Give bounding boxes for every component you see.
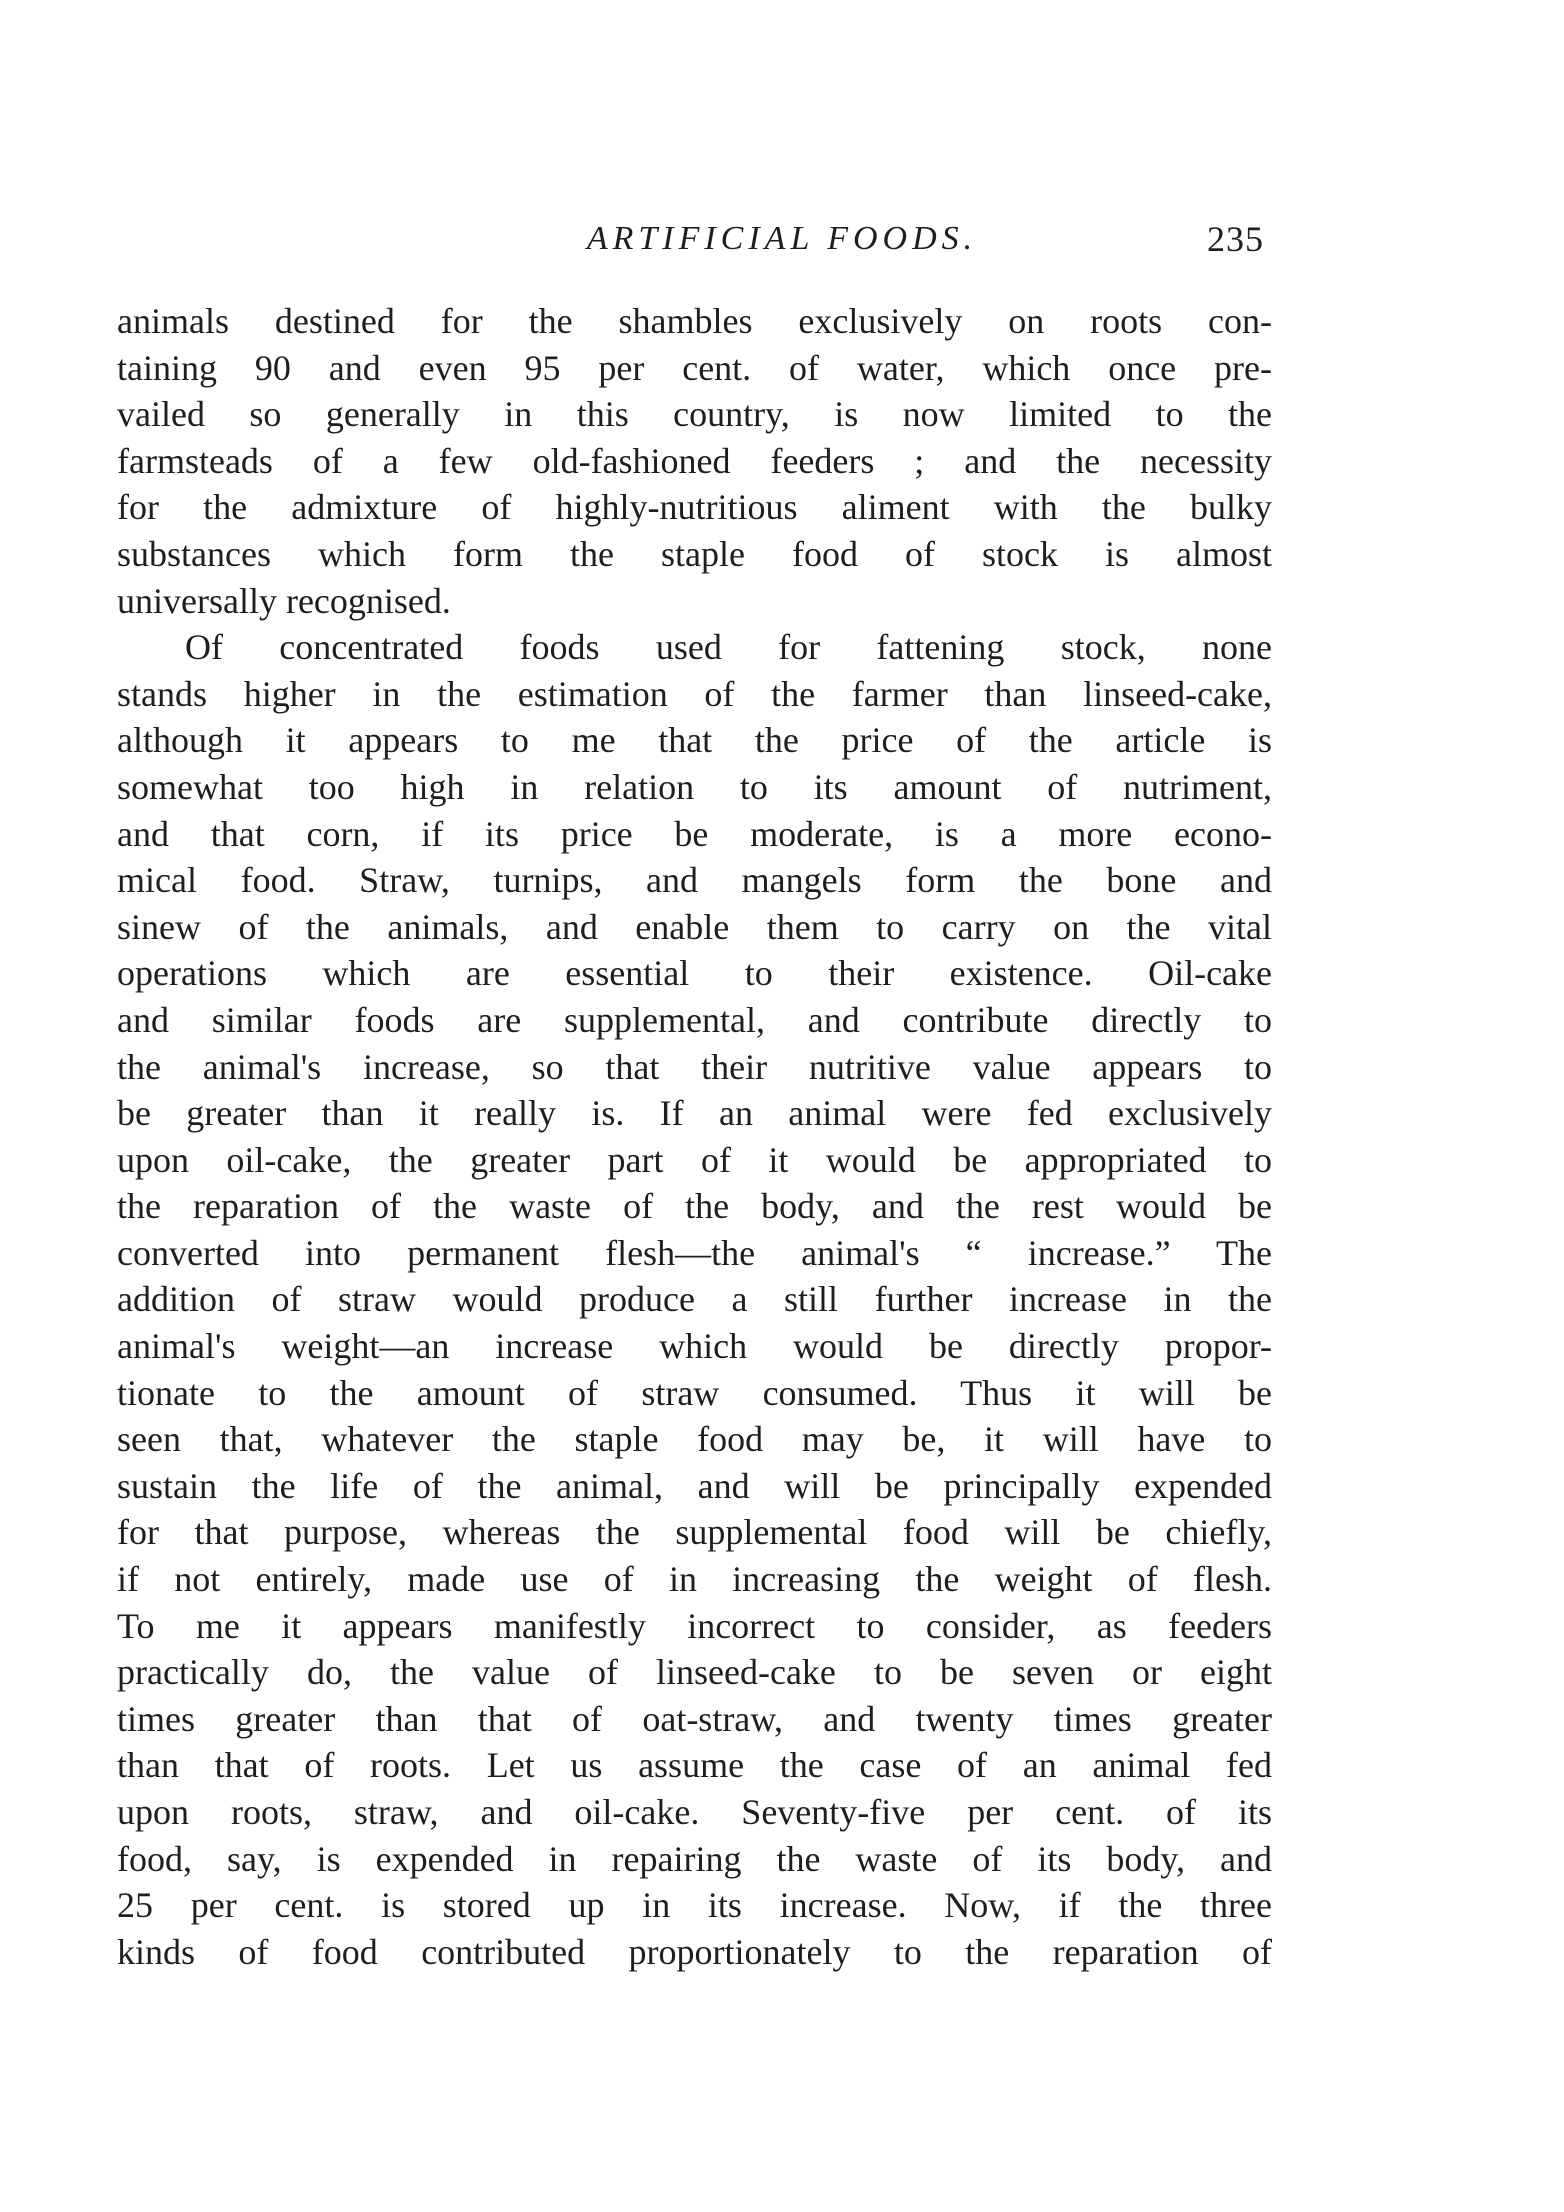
- text-line: for that purpose, whereas the supplemental food will be chiefly,: [117, 1512, 1272, 1553]
- text-line: practically do, the value of linseed-cake to be seven or eight: [117, 1652, 1272, 1693]
- body-text: [117, 298, 1272, 1975]
- text-line: universally recognised.: [117, 580, 451, 621]
- text-line: be greater than it really is. If an animal were fed exclusively: [117, 1093, 1272, 1134]
- text-line: the reparation of the waste of the body, and the rest would be: [117, 1186, 1272, 1227]
- text-line: sustain the life of the animal, and will be principally expended: [117, 1465, 1272, 1506]
- text-line: upon oil-cake, the greater part of it would be appropriated to: [117, 1139, 1272, 1180]
- text-line: the animal's increase, so that their nutritive value appears to: [117, 1046, 1272, 1087]
- text-line: Of concentrated foods used for fattening stock, none: [185, 627, 1272, 668]
- text-line: converted into permanent flesh—the animal's “ increase.” The: [117, 1232, 1272, 1273]
- text-line: addition of straw would produce a still further increase in the: [117, 1279, 1272, 1320]
- text-line: substances which form the staple food of stock is almost: [117, 533, 1272, 574]
- text-line: mical food. Straw, turnips, and mangels form the bone and: [117, 860, 1272, 901]
- text-line: and that corn, if its price be moderate, is a more econo-: [117, 813, 1272, 854]
- text-line: tionate to the amount of straw consumed. Thus it will be: [117, 1372, 1272, 1413]
- text-line: sinew of the animals, and enable them to carry on the vital: [117, 906, 1272, 947]
- text-line: for the admixture of highly-nutritious aliment with the bulky: [117, 487, 1272, 528]
- text-line: although it appears to me that the price of the article is: [117, 720, 1272, 761]
- running-title: ARTIFICIAL FOODS.: [586, 220, 978, 257]
- text-line: if not entirely, made use of in increasing the weight of flesh.: [117, 1559, 1272, 1600]
- text-line: upon roots, straw, and oil-cake. Seventy-five per cent. of its: [117, 1792, 1272, 1832]
- text-line: farmsteads of a few old-fashioned feeders ; and the necessity: [117, 440, 1272, 481]
- text-line: somewhat too high in relation to its amount of nutriment,: [117, 766, 1272, 807]
- text-line: times greater than that of oat-straw, and twenty times greater: [117, 1698, 1272, 1739]
- text-line: kinds of food contributed proportionately to the reparation of: [117, 1931, 1272, 1972]
- text-line: animal's weight—an increase which would be directly propor-: [117, 1326, 1272, 1367]
- text-line: than that of roots. Let us assume the case of an animal fed: [117, 1745, 1272, 1786]
- text-line: and similar foods are supplemental, and contribute directly to: [117, 999, 1272, 1040]
- page-number: 235: [1207, 219, 1264, 259]
- text-line: seen that, whatever the staple food may be, it will have to: [117, 1419, 1272, 1460]
- text-line: animals destined for the shambles exclusively on roots con-: [117, 301, 1272, 341]
- text-line: taining 90 and even 95 per cent. of water, which once pre-: [117, 347, 1272, 388]
- text-line: stands higher in the estimation of the farmer than linseed-cake,: [117, 673, 1272, 714]
- text-line: operations which are essential to their existence. Oil-cake: [117, 953, 1272, 994]
- text-line: To me it appears manifestly incorrect to consider, as feeders: [117, 1605, 1272, 1646]
- text-line: 25 per cent. is stored up in its increase. Now, if the three: [117, 1885, 1272, 1926]
- text-line: vailed so generally in this country, is now limited to the: [117, 394, 1272, 435]
- text-line: food, say, is expended in repairing the waste of its body, and: [117, 1838, 1272, 1879]
- running-head: [0, 214, 1564, 264]
